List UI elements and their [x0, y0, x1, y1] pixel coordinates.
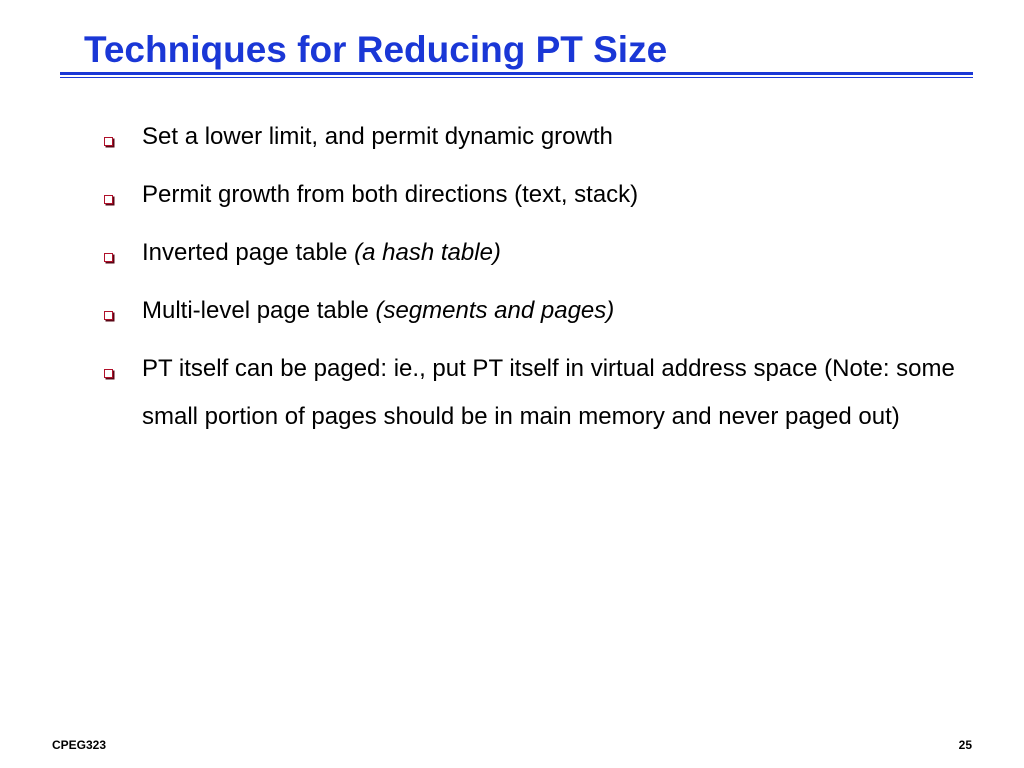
- bullet-text-plain: Multi-level page table: [142, 297, 376, 324]
- bullet-text-italic: (segments and pages): [375, 297, 615, 324]
- title-underline-thin: [60, 77, 973, 78]
- bullet-text: [142, 229, 962, 277]
- bullet-text: [142, 287, 962, 335]
- bullet-square-icon: [104, 369, 113, 378]
- bullet-square-icon: [104, 311, 113, 320]
- footer-course-label: CPEG323: [52, 738, 107, 752]
- bullet-square-icon: [104, 137, 113, 146]
- slide-title: Techniques for Reducing PT Size: [84, 29, 668, 70]
- bullet-text-plain: Inverted page table: [142, 239, 355, 266]
- bullet-text: [142, 171, 962, 219]
- bullet-text-plain: Permit growth from both directions (text, stack): [142, 181, 639, 208]
- bullet-text: [142, 345, 962, 441]
- footer-page-number: 25: [958, 738, 972, 752]
- title-underline-thick: [60, 72, 973, 75]
- bullet-text-plain: PT itself can be paged: ie., put PT itself in virtual address space (Note: some small portion of pages should be in main memory and never paged out): [142, 355, 955, 430]
- bullet-square-icon: [104, 195, 113, 204]
- bullet-text-plain: Set a lower limit, and permit dynamic growth: [142, 123, 613, 150]
- bullet-text: [142, 113, 962, 161]
- bullet-text-italic: (a hash table): [354, 239, 501, 266]
- bullet-square-icon: [104, 253, 113, 262]
